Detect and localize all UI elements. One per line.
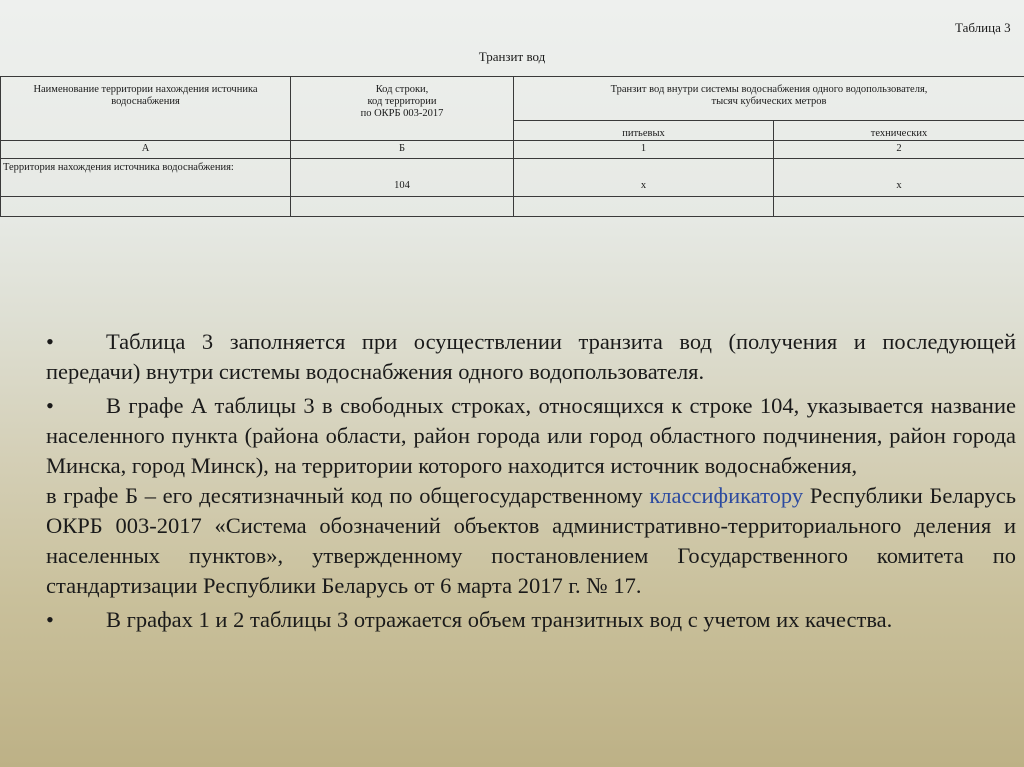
bullet-item-1 xyxy=(46,327,1016,387)
header-code-line1: Код строки, xyxy=(375,84,429,95)
empty-cell xyxy=(291,197,514,217)
transit-table xyxy=(0,76,1024,217)
row-code: 104 xyxy=(291,159,514,197)
bullet-marker: • xyxy=(46,607,54,632)
header-drinking: питьевых xyxy=(514,120,774,140)
column-letter: Б xyxy=(291,141,514,159)
bullet-text: Республики Беларусь ОКРБ 003-2017 «Система обозначений объектов административно-территориального деления и населенных пунктов», утвержденному постановлением Государственного комитета по стандартизации Республики Беларусь от 6 марта 2017 г. № 17. xyxy=(46,483,1017,598)
bullet-item-2 xyxy=(46,391,1016,601)
classifier-link[interactable]: классификатору xyxy=(649,483,804,508)
row-territory-name: Территория нахождения источника водоснабжения: xyxy=(1,159,291,197)
bullet-marker: • xyxy=(46,329,54,354)
header-transit xyxy=(514,77,1024,121)
bullet-marker: • xyxy=(46,393,54,418)
header-transit-line1: Транзит вод внутри системы водоснабжения одного водопользователя, xyxy=(610,84,928,95)
table-number-label: Таблица 3 xyxy=(955,20,1011,35)
header-territory-name: Наименование территории нахождения источника водоснабжения xyxy=(1,77,291,141)
bullet-text: В графах 1 и 2 таблицы 3 отражается объем транзитных вод с учетом их качества. xyxy=(106,607,893,632)
header-transit-line2: тысяч кубических метров xyxy=(711,96,827,108)
row-technical-value: х xyxy=(774,159,1024,197)
column-letter: 2 xyxy=(774,141,1024,159)
table-row-104 xyxy=(1,159,1024,197)
header-code-line3: по ОКРБ 003-2017 xyxy=(360,108,444,120)
bullet-text: В графе А таблицы 3 в свободных строках, относящихся к строке 104, указывается название населенного пункта (района области, район города или город областного подчинения, район города Минска, город Минск), на территории которого находится источник водоснабжения, xyxy=(46,393,1016,478)
column-letter: 1 xyxy=(514,141,774,159)
table-row-empty xyxy=(1,197,1024,217)
column-letters-row xyxy=(1,141,1024,159)
empty-cell xyxy=(514,197,774,217)
empty-cell xyxy=(774,197,1024,217)
bullet-text: в графе Б – его десятизначный код по общегосударственному xyxy=(46,483,643,508)
header-technical: технических xyxy=(774,120,1024,140)
column-letter: А xyxy=(1,141,291,159)
empty-cell xyxy=(1,197,291,217)
header-code-line2: код территории xyxy=(367,96,437,108)
table-title: Транзит вод xyxy=(478,49,546,64)
bullet-text: Таблица 3 заполняется при осуществлении транзита вод (получения и последующей передачи) внутри системы водоснабжения одного водопользователя. xyxy=(46,329,1016,384)
bullet-item-3 xyxy=(46,605,1016,635)
row-drinking-value: х xyxy=(514,159,774,197)
bullet-list xyxy=(46,327,1016,639)
header-row-code xyxy=(291,77,514,141)
